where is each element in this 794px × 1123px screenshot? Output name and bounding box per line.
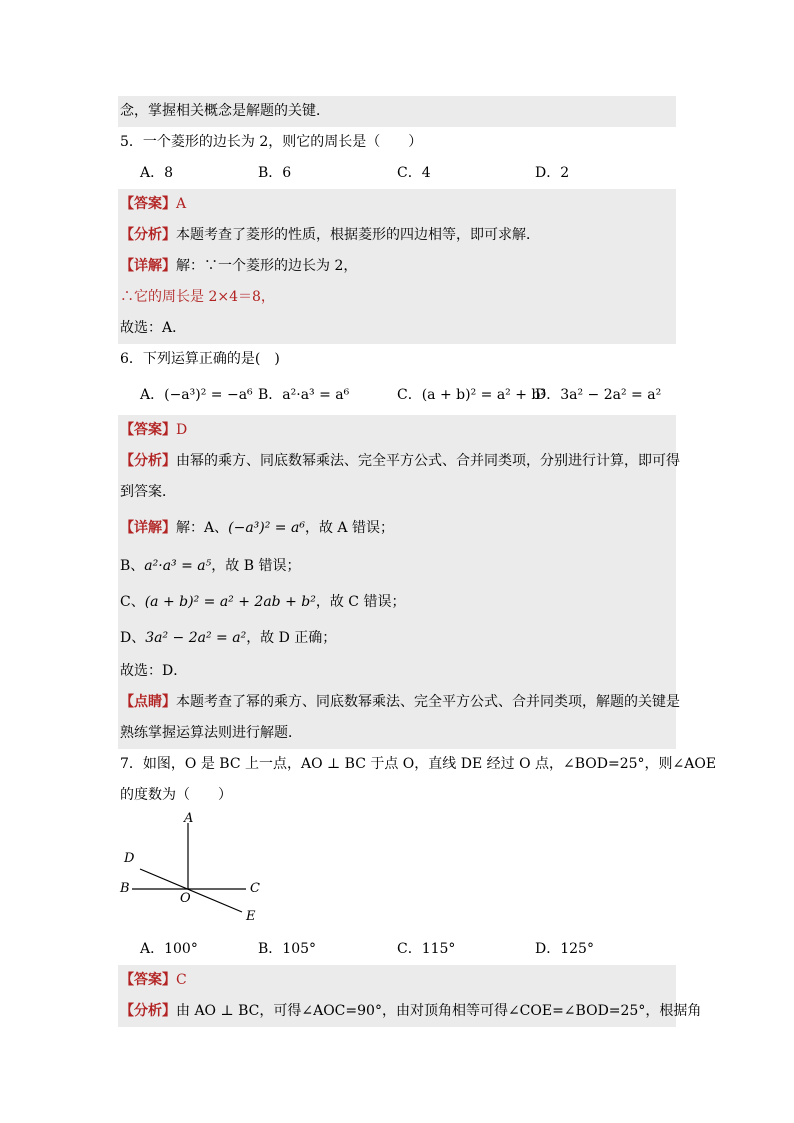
answer-value: A xyxy=(176,196,187,212)
math-expression: (a + b)² = a² + 2ab + b² xyxy=(144,594,316,610)
option-c: C．115° xyxy=(397,941,456,957)
analysis-text: 由幂的乘方、同底数幂乘法、完全平方公式、合并同类项，分别进行计算，即可得 xyxy=(176,453,680,469)
question-5-stem: 5．一个菱形的边长为 2，则它的周长是（ ） xyxy=(120,134,423,150)
label-e: E xyxy=(246,909,256,924)
option-d: D．3a² − 2a² = a² xyxy=(535,387,662,403)
line-de xyxy=(140,869,242,912)
label-b: B xyxy=(120,881,130,896)
option-a: A．(−a³)² = −a⁶ xyxy=(140,387,253,403)
question-5-options xyxy=(118,158,676,189)
label-o: O xyxy=(180,891,191,906)
analysis-text: 由 AO ⊥ BC，可得∠AOC=90°，由对顶角相等可得∠COE=∠BOD=25°，根据角 xyxy=(176,1003,702,1019)
analysis-text: 本题考查了菱形的性质，根据菱形的四边相等，即可求解． xyxy=(176,227,540,243)
option-c: C．4 xyxy=(397,165,431,181)
comment-text: 本题考查了幂的乘方、同底数幂乘法、完全平方公式、合并同类项，解题的关键是 xyxy=(176,694,680,710)
question-7-stem: 7．如图，O 是 BC 上一点，AO ⊥ BC 于点 O，直线 DE 经过 O 点，∠BOD=25°，则∠AOE xyxy=(120,756,717,772)
math-expression: (−a³)² = a⁶ xyxy=(228,520,305,536)
option-b: B．6 xyxy=(258,165,292,181)
math-expression: a²·a³ = a⁵ xyxy=(144,558,212,574)
select-text: 故选：A． xyxy=(120,320,187,336)
option-b: B．105° xyxy=(258,941,317,957)
question-7-options xyxy=(118,934,676,965)
option-a: A．100° xyxy=(140,941,198,957)
label-a: A xyxy=(184,811,194,826)
question-5-solution: 【答案】A 【分析】本题考查了菱形的性质，根据菱形的四边相等，即可求解． 【详解】解：∵一个菱形的边长为 2， ∴它的周长是 2×4＝8， 故选：A． xyxy=(118,189,676,344)
figure-lines xyxy=(118,811,298,934)
select-text: 故选：D． xyxy=(120,663,188,679)
option-d: D．2 xyxy=(535,165,570,181)
label-c: C xyxy=(250,881,260,896)
comment-text-cont: 熟练掌握运算法则进行解题． xyxy=(120,725,302,741)
analysis-text-cont: 到答案． xyxy=(120,484,176,500)
question-6-stem: 6．下列运算正确的是( ) xyxy=(120,351,280,367)
document-body xyxy=(118,96,717,1027)
geometry-figure xyxy=(118,811,676,934)
option-d: D．125° xyxy=(535,941,594,957)
previous-solution-tail: 念，掌握相关概念是解题的关键． xyxy=(118,96,676,127)
math-expression: 3a² − 2a² = a² xyxy=(145,630,247,646)
option-a: A．8 xyxy=(140,165,174,181)
option-b: B．a²·a³ = a⁶ xyxy=(258,387,350,403)
label-d: D xyxy=(124,851,135,866)
detail-step: ∴它的周长是 2×4＝8， xyxy=(120,289,275,305)
detail-text: 解：∵一个菱形的边长为 2， xyxy=(176,258,358,274)
question-7-solution: 【答案】C 【分析】由 AO ⊥ BC，可得∠AOC=90°，由对顶角相等可得∠COE=∠BOD=25°，根据角 xyxy=(118,965,676,1027)
option-c: C．(a + b)² = a² + b² xyxy=(397,387,546,403)
question-6-options xyxy=(118,375,676,415)
question-6-solution: 【答案】D 【分析】由幂的乘方、同底数幂乘法、完全平方公式、合并同类项，分别进行计算，即可得 到答案． 【详解】解：A、(−a³)² = a⁶，故 A 错误； B、a²·a³ = a⁵，故 B 错误； C、(a + b)² = a² + 2ab + b²，故 C 错误； D、3a² − 2a² = a²，故 D 正确； 故选：D． 【点睛】本题考查了幂的乘方、同底数幂乘法、完全平方公式、合并同类项，解题的关键是 熟练掌握运算法则进行解题． xyxy=(118,415,676,749)
question-7-stem-cont: 的度数为（ ） xyxy=(120,787,232,803)
answer-value: D xyxy=(176,422,188,438)
answer-value: C xyxy=(176,972,187,988)
